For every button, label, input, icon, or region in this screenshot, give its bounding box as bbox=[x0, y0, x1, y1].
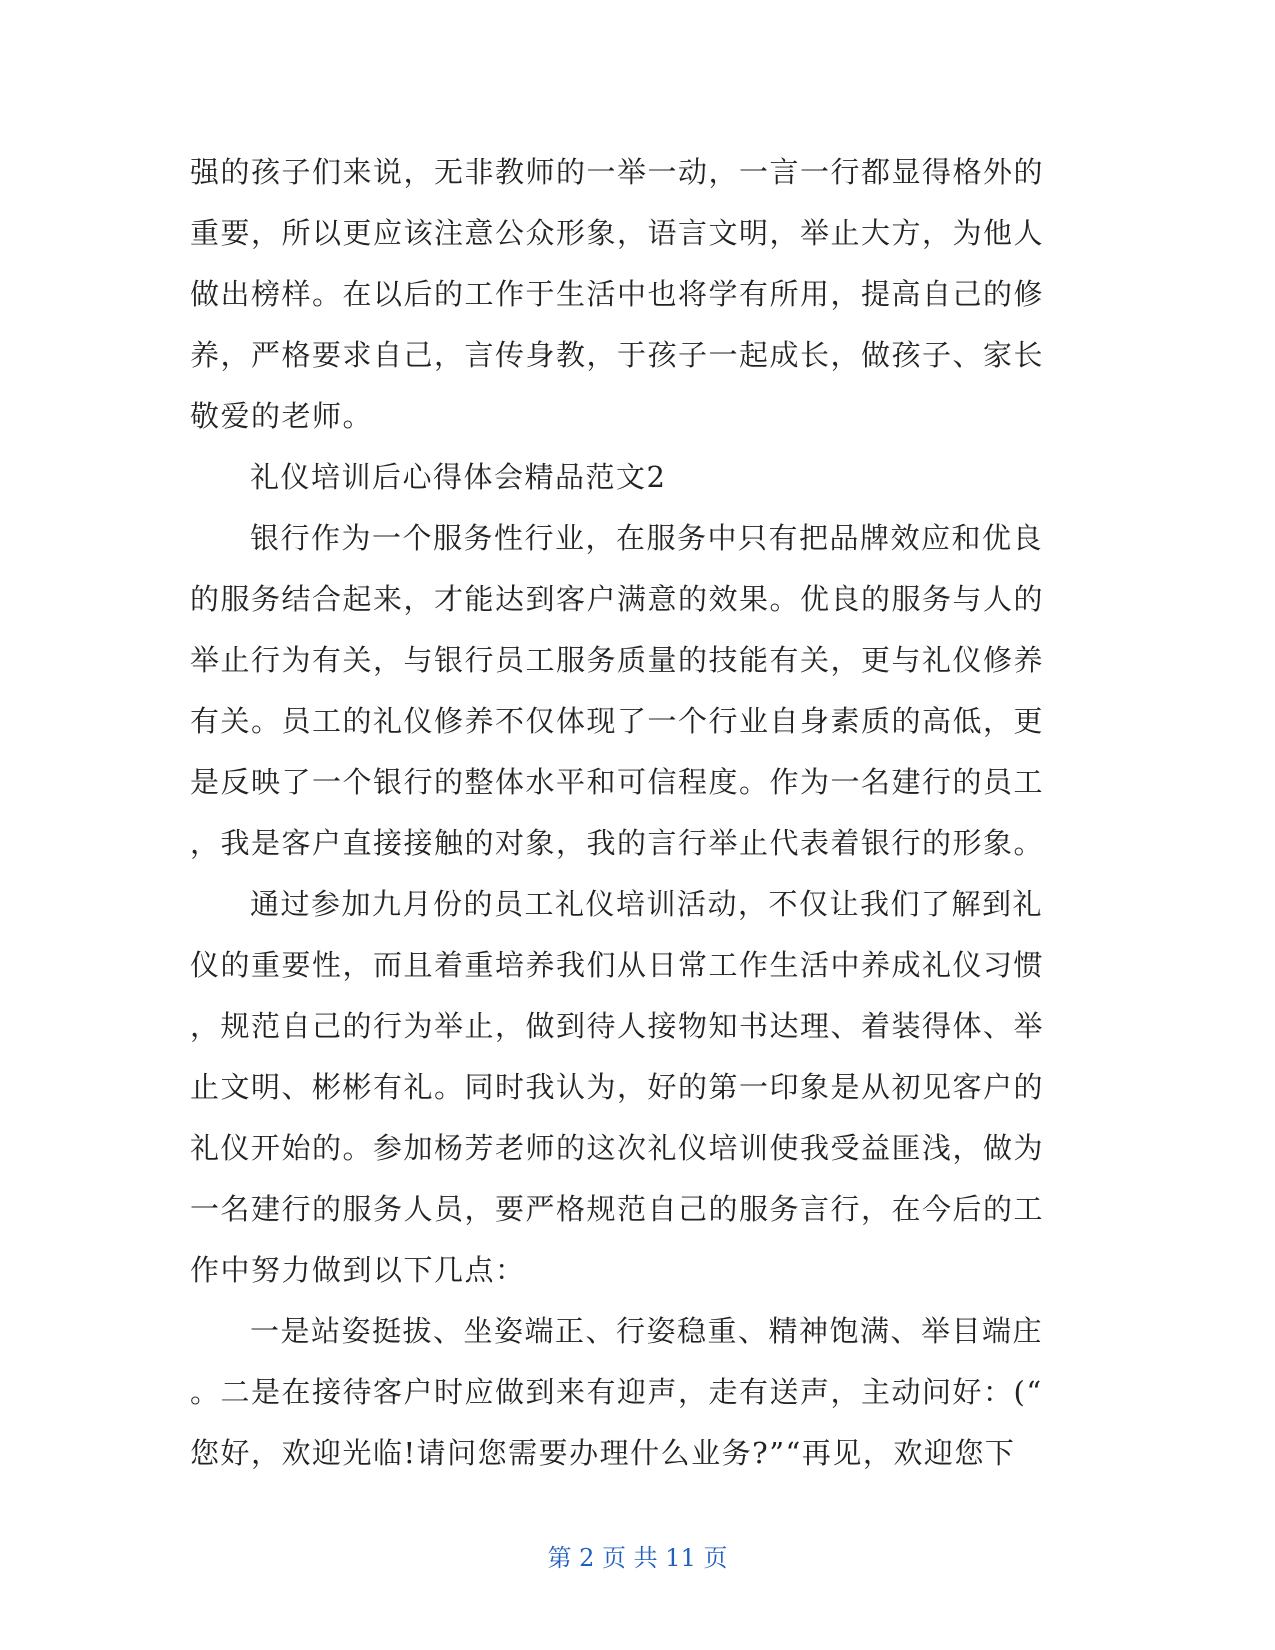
text-line: 作中努力做到以下几点： bbox=[190, 1253, 526, 1287]
text-line: 一名建行的服务人员，要严格规范自己的服务言行，在今后的工 bbox=[190, 1192, 1045, 1226]
text-line: 敬爱的老师。 bbox=[190, 399, 374, 433]
text-line: 强的孩子们来说，无非教师的一举一动，一言一行都显得格外的 bbox=[190, 155, 1045, 189]
text-line: 礼仪开始的。参加杨芳老师的这次礼仪培训使我受益匪浅，做为 bbox=[190, 1131, 1045, 1165]
text-line: 仪的重要性，而且着重培养我们从日常工作生活中养成礼仪习惯 bbox=[190, 948, 1045, 982]
text-line: 重要，所以更应该注意公众形象，语言文明，举止大方，为他人 bbox=[190, 216, 1045, 250]
text-line: 止文明、彬彬有礼。同时我认为，好的第一印象是从初见客户的 bbox=[190, 1070, 1045, 1104]
page-number-footer: 第 2 页 共 11 页 bbox=[547, 1544, 728, 1572]
text-line: 。二是在接待客户时应做到来有迎声，走有送声，主动问好：(“ bbox=[190, 1375, 1043, 1409]
text-line: 的服务结合起来，才能达到客户满意的效果。优良的服务与人的 bbox=[190, 582, 1045, 616]
section-heading: 礼仪培训后心得体会精品范文2 bbox=[250, 460, 667, 494]
paragraph-start: 银行作为一个服务性行业，在服务中只有把品牌效应和优良 bbox=[250, 521, 1044, 555]
text-line: ，规范自己的行为举止，做到待人接物知书达理、着装得体、举 bbox=[190, 1009, 1045, 1043]
text-line: 养，严格要求自己，言传身教，于孩子一起成长，做孩子、家长 bbox=[190, 338, 1045, 372]
text-line: 有关。员工的礼仪修养不仅体现了一个行业自身素质的高低，更 bbox=[190, 704, 1045, 738]
text-line: 举止行为有关，与银行员工服务质量的技能有关，更与礼仪修养 bbox=[190, 643, 1045, 677]
text-line: 您好，欢迎光临!请问您需要办理什么业务?”“再见，欢迎您下 bbox=[190, 1436, 1016, 1470]
document-body bbox=[190, 142, 1062, 1484]
text-line: 是反映了一个银行的整体水平和可信程度。作为一名建行的员工 bbox=[190, 765, 1045, 799]
text-line: ，我是客户直接接触的对象，我的言行举止代表着银行的形象。 bbox=[190, 826, 1045, 860]
text-line: 做出榜样。在以后的工作于生活中也将学有所用，提高自己的修 bbox=[190, 277, 1045, 311]
paragraph-start: 通过参加九月份的员工礼仪培训活动，不仅让我们了解到礼 bbox=[250, 887, 1044, 921]
paragraph-start: 一是站姿挺拔、坐姿端正、行姿稳重、精神饱满、举目端庄 bbox=[250, 1314, 1044, 1348]
